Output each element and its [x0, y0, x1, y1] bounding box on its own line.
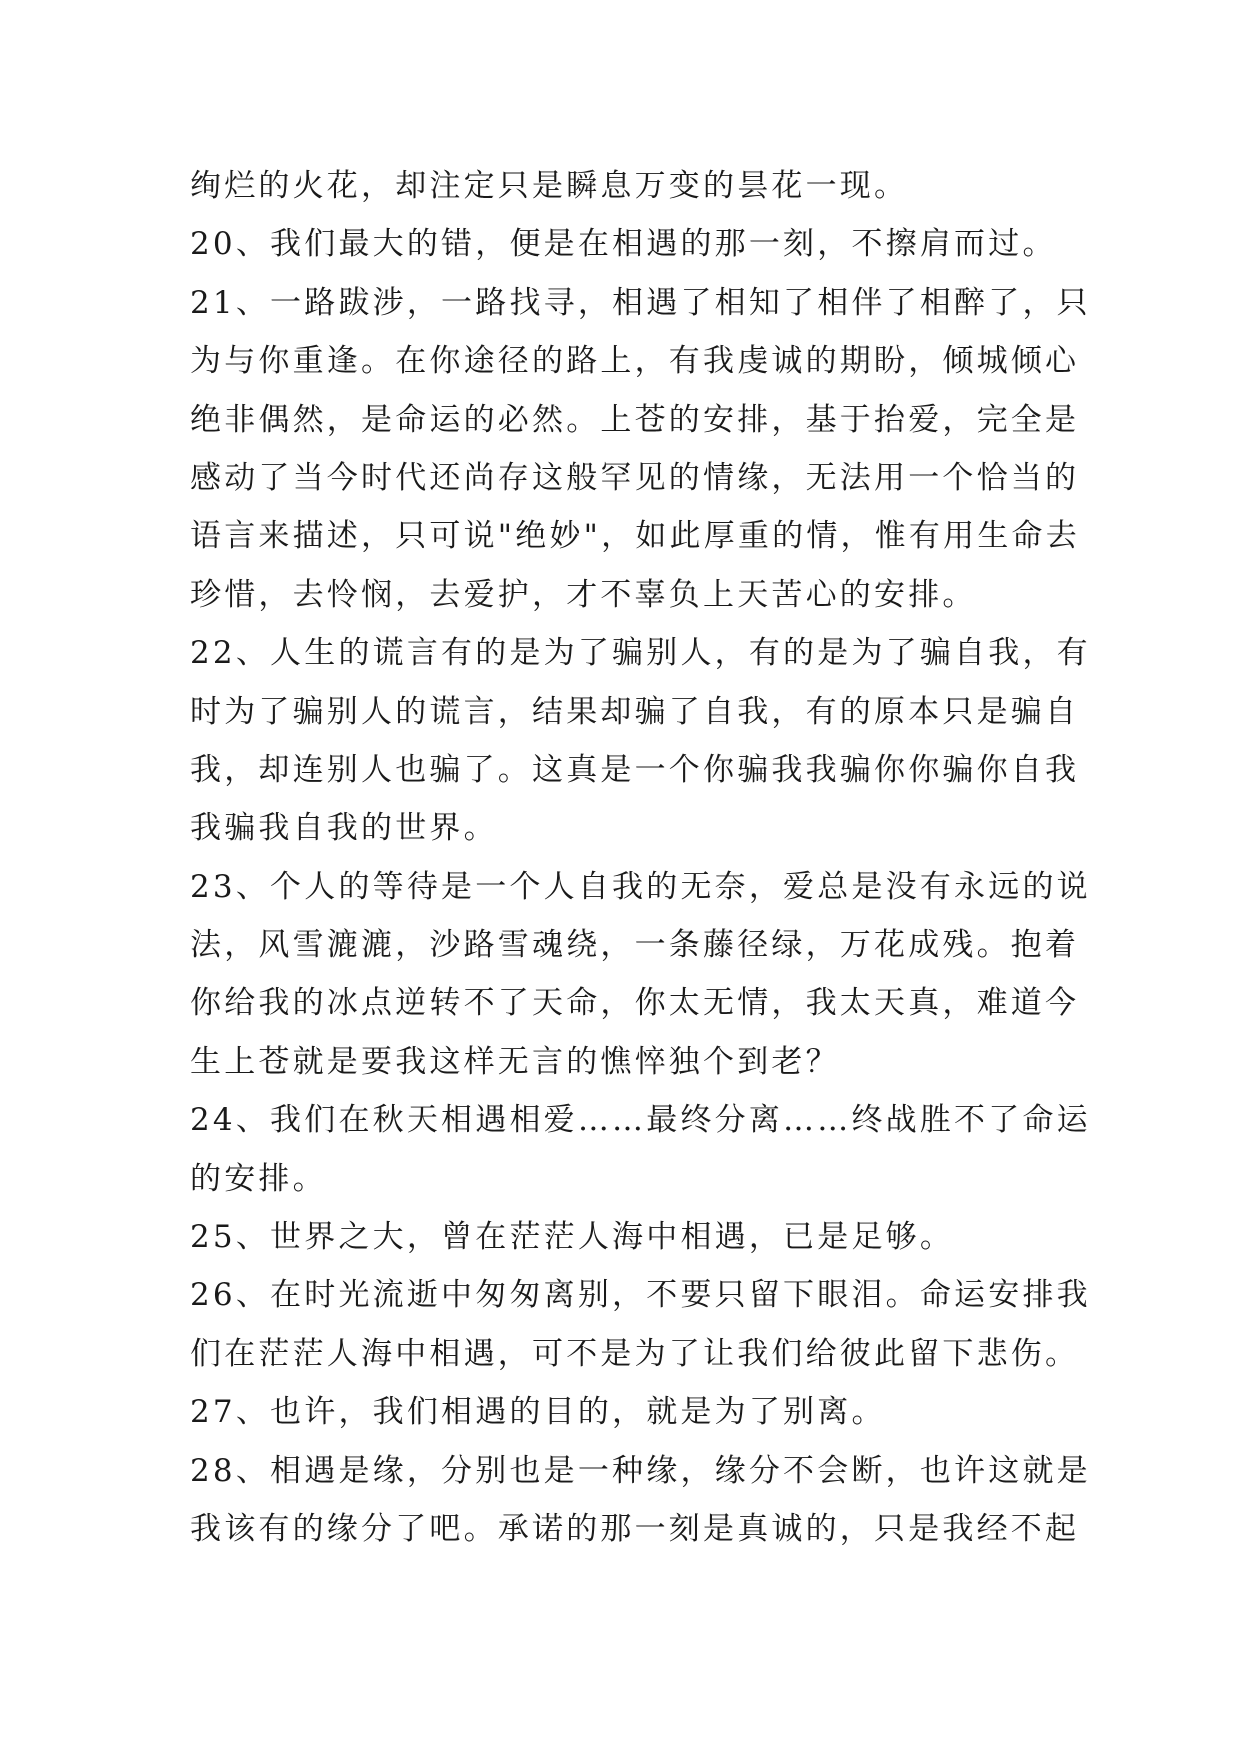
text-line: 28、相遇是缘，分别也是一种缘，缘分不会断，也许这就是	[190, 1452, 1091, 1489]
text-line: 生上苍就是要我这样无言的憔悴独个到老？	[190, 1043, 840, 1080]
body-text	[190, 157, 1091, 1558]
text-line: 语言来描述，只可说"绝妙"，如此厚重的情，惟有用生命去	[190, 518, 1080, 555]
text-line: 24、我们在秋天相遇相爱……最终分离……终战胜不了命运	[190, 1102, 1091, 1139]
text-line: 我该有的缘分了吧。承诺的那一刻是真诚的，只是我经不起	[190, 1510, 1080, 1547]
text-line: 26、在时光流逝中匆匆离别，不要只留下眼泪。命运安排我	[190, 1277, 1091, 1314]
text-line: 你给我的冰点逆转不了天命，你太无情，我太天真，难道今	[190, 985, 1080, 1022]
text-line: 绝非偶然，是命运的必然。上苍的安排，基于抬爱，完全是	[190, 401, 1080, 438]
text-line: 时为了骗别人的谎言，结果却骗了自我，有的原本只是骗自	[190, 693, 1080, 730]
text-line: 的安排。	[190, 1160, 327, 1197]
text-line: 珍惜，去怜悯，去爱护，才不辜负上天苦心的安排。	[190, 576, 977, 613]
text-line: 27、也许，我们相遇的目的，就是为了别离。	[190, 1394, 886, 1431]
text-line: 感动了当今时代还尚存这般罕见的情缘，无法用一个恰当的	[190, 459, 1080, 496]
text-line: 22、人生的谎言有的是为了骗别人，有的是为了骗自我，有	[190, 635, 1091, 672]
text-line: 们在茫茫人海中相遇，可不是为了让我们给彼此留下悲伤。	[190, 1335, 1080, 1372]
text-line: 我骗我自我的世界。	[190, 810, 498, 847]
text-line: 20、我们最大的错，便是在相遇的那一刻，不擦肩而过。	[190, 226, 1057, 263]
text-line: 23、个人的等待是一个人自我的无奈，爱总是没有永远的说	[190, 868, 1091, 905]
text-line: 25、世界之大，曾在茫茫人海中相遇，已是足够。	[190, 1219, 955, 1256]
text-line: 为与你重逢。在你途径的路上，有我虔诚的期盼，倾城倾心	[190, 343, 1080, 380]
text-line: 绚烂的火花，却注定只是瞬息万变的昙花一现。	[190, 168, 909, 204]
text-line: 我，却连别人也骗了。这真是一个你骗我我骗你你骗你自我	[190, 751, 1080, 788]
text-line: 21、一路跋涉，一路找寻，相遇了相知了相伴了相醉了，只	[190, 284, 1091, 321]
text-line: 法，风雪漉漉，沙路雪魂绕，一条藤径绿，万花成残。抱着	[190, 927, 1080, 964]
